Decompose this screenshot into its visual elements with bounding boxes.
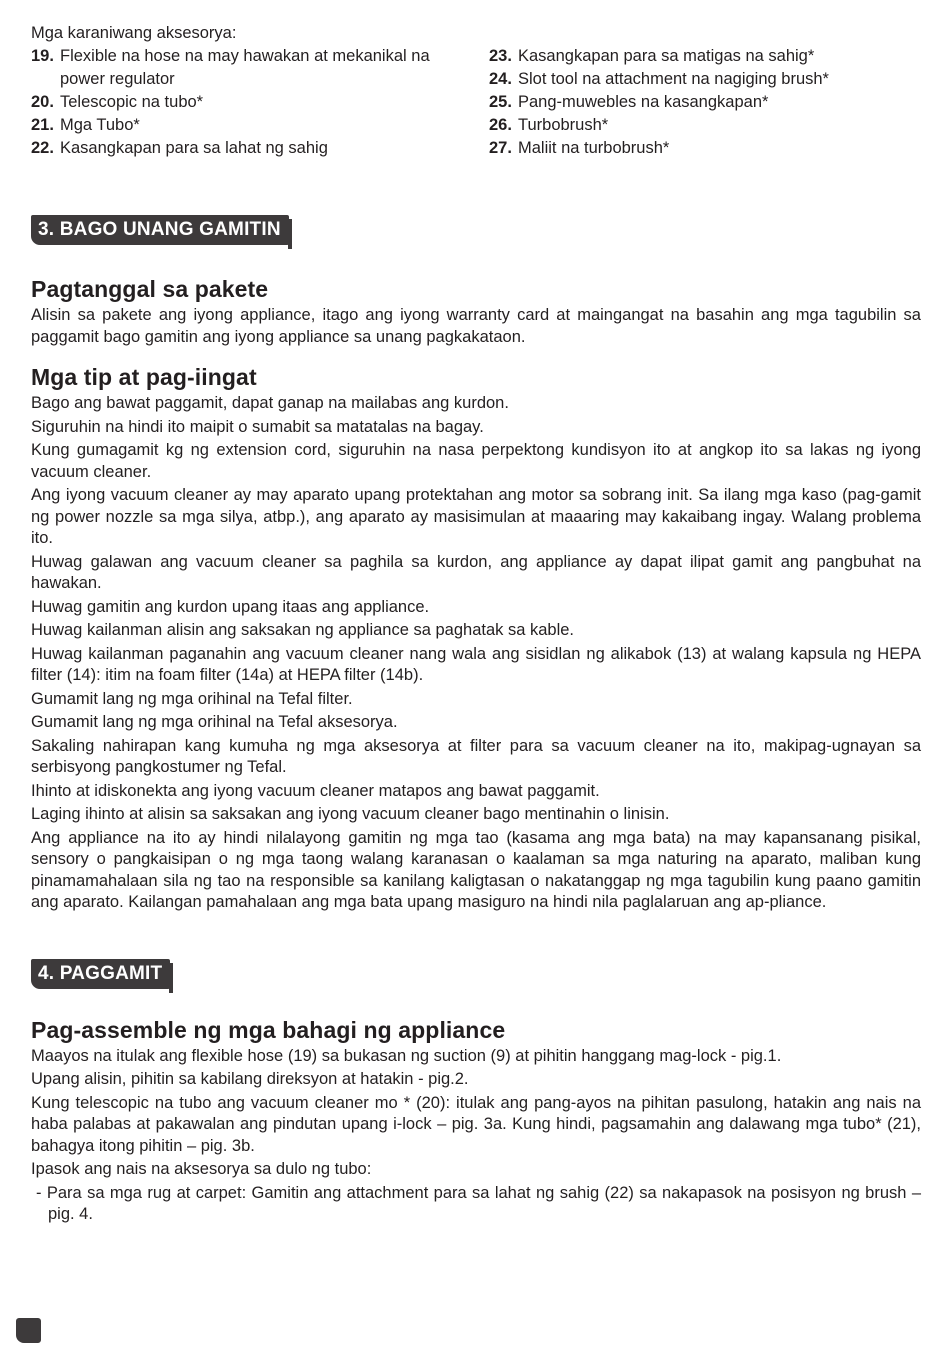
section-banner-usage: 4. PAGGAMIT [31, 959, 170, 989]
list-item [31, 114, 471, 137]
tip-paragraph: Laging ihinto at alisin sa saksakan ang iyong vacuum cleaner bago mentinahin o linisin. [31, 805, 670, 823]
item-number: 24. [489, 70, 512, 88]
list-item [31, 91, 471, 114]
tip-paragraph: Huwag kailanman alisin ang saksakan ng appliance sa paghatak sa kable. [31, 621, 575, 639]
unpacking-text: Alisin sa pakete ang iyong appliance, itago ang iyong warranty card at maingangat na basahin ang mga tagubilin sa paggamit bago gamitin ang iyong appliance sa unang pagkakataon. [31, 306, 921, 346]
list-item [31, 137, 471, 160]
accessories-list [31, 45, 921, 160]
tip-paragraph: Gumamit lang ng mga orihinal na Tefal aksesorya. [31, 713, 398, 731]
item-number: 22. [31, 139, 54, 157]
accessories-intro: Mga karaniwang aksesorya: [31, 24, 237, 42]
assembly-paragraph: Maayos na itulak ang flexible hose (19) sa bukasan ng suction (9) at pihitin hanggang mag-lock - pig.1. [31, 1046, 782, 1065]
item-text: Pang-muwebles na kasangkapan* [518, 93, 769, 111]
item-number: 25. [489, 93, 512, 111]
accessories-left-column [31, 45, 471, 160]
tip-paragraph: Sakaling nahirapan kang kumuha ng mga aksesorya at filter para sa vacuum cleaner na ito, makipag-ugnayan sa serbisyong pangkostumer ng Tefal. [31, 736, 921, 776]
item-text: Turbobrush* [518, 116, 609, 134]
tip-paragraph: Bago ang bawat paggamit, dapat ganap na mailabas ang kurdon. [31, 394, 509, 412]
list-item [489, 114, 921, 137]
item-text: Flexible na hose na may hawakan at mekanikal na power regulator [60, 47, 430, 88]
tip-paragraph: Gumamit lang ng mga orihinal na Tefal filter. [31, 689, 353, 708]
item-number: 21. [31, 116, 54, 134]
heading-tips-precautions: Mga tip at pag-iingat [31, 364, 257, 390]
tip-paragraph: Siguruhin na hindi ito maipit o sumabit sa matatalas na bagay. [31, 417, 484, 436]
item-text: Kasangkapan para sa lahat ng sahig [60, 139, 328, 157]
tip-paragraph: Ihinto at idiskonekta ang iyong vacuum cleaner matapos ang bawat paggamit. [31, 781, 600, 800]
tip-paragraph: Ang appliance na ito ay hindi nilalayong gamitin ng mga tao (kasama ang mga bata) na may kapansanang pisikal, sensory o pangkaisipan o ng mga taong walang karanasan o kaalaman sa mga naturing na aparato, maliban kung pinamamahalaan sila ng tao na responsible sa kanilang kaligtasan o nakatanggap ng mga tagubilin kung paano gamitin ang aparato. Kailangan pamahalaan ang mga bata upang masiguro na hindi nila paglalaruan ang ap-pliance. [31, 828, 921, 911]
item-number: 27. [489, 139, 512, 157]
list-item [489, 91, 921, 114]
assembly-instructions [31, 1046, 921, 1226]
assembly-bullet: - Para sa mga rug at carpet: Gamitin ang attachment para sa lahat ng sahig (22) sa nakapasok na posisyon ng brush – pig. 4. [36, 1183, 921, 1223]
item-number: 26. [489, 116, 512, 134]
list-item [489, 137, 921, 160]
heading-assembly: Pag-assemble ng mga bahagi ng appliance [31, 1016, 506, 1043]
document-page [31, 22, 921, 1226]
tip-paragraph: Huwag galawan ang vacuum cleaner sa paghila sa kurdon, ang appliance ay dapat ilipat gamit ang pangbuhat na hawakan. [31, 552, 921, 592]
item-text: Maliit na turbobrush* [518, 139, 670, 157]
section-banner-before-first-use: 3. BAGO UNANG GAMITIN [31, 215, 289, 245]
tip-paragraph: Kung gumagamit kg ng extension cord, siguruhin na nasa perpektong kundisyon ito at angkop ito sa lakas ng iyong vacuum cleaner. [31, 441, 921, 481]
item-number: 23. [489, 47, 512, 65]
item-text: Telescopic na tubo* [60, 93, 204, 111]
item-number: 20. [31, 93, 54, 111]
assembly-paragraph: Kung telescopic na tubo ang vacuum cleaner mo * (20): itulak ang pang-ayos na pihitan pasulong, hatakin ang nais na haba palabas at pakawalan ang pindutan upang i-lock – pig. 3a. Kung hindi, pagsamahin ang dalawang mga tubo* (21), bahagya itong pihitin – pig. 3b. [31, 1093, 921, 1155]
tip-paragraph: Huwag gamitin ang kurdon upang itaas ang appliance. [31, 597, 430, 616]
assembly-paragraph: Upang alisin, pihitin sa kabilang direksyon at hatakin - pig.2. [31, 1070, 469, 1088]
page-marker-tab [16, 1318, 41, 1343]
tip-paragraph: Huwag kailanman paganahin ang vacuum cleaner nang wala ang sisidlan ng alikabok (13) at walang kapsula ng HEPA filter (14): itim na foam filter (14a) at HEPA filter (14b). [31, 644, 921, 684]
tips-list [31, 393, 921, 914]
list-item [489, 68, 921, 91]
list-item [31, 45, 471, 91]
list-item [489, 45, 921, 68]
tip-paragraph: Ang iyong vacuum cleaner ay may aparato upang protektahan ang motor sa sobrang init. Sa ilang mga kaso (pag-gamit ng power nozzle sa mga silya, atbp.), ang aparato ay masisimulan at maaaring may kakaibang ingay. Walang problema ito. [31, 486, 921, 547]
item-text: Slot tool na attachment na nagiging brush* [518, 70, 829, 88]
item-text: Mga Tubo* [60, 116, 140, 134]
accessories-right-column [489, 45, 921, 160]
heading-unpacking: Pagtanggal sa pakete [31, 276, 269, 302]
item-number: 19. [31, 47, 54, 65]
item-text: Kasangkapan para sa matigas na sahig* [518, 47, 815, 65]
assembly-paragraph: Ipasok ang nais na aksesorya sa dulo ng tubo: [31, 1160, 372, 1178]
